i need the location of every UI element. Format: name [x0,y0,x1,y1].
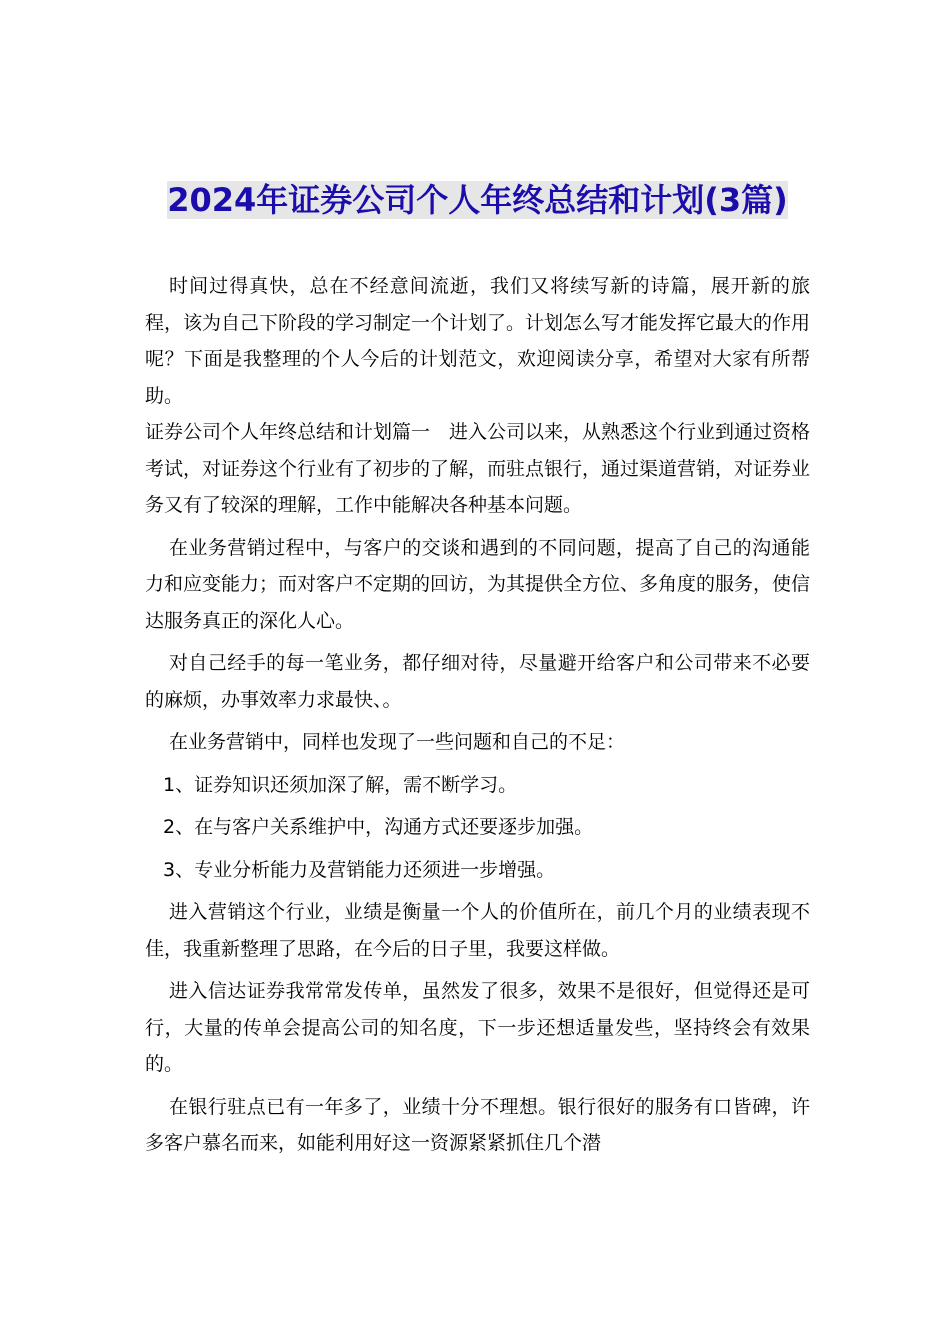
paragraph: 在业务营销中，同样也发现了一些问题和自己的不足： [169,731,626,753]
list-item: 3、专业分析能力及营销能力还须进一步增强。 [163,858,556,881]
list-item: 1、证券知识还须加深了解，需不断学习。 [163,773,518,796]
document-title-text: 2024年证券公司个人年终总结和计划(3篇) [167,181,788,219]
paragraph: 对自己经手的每一笔业务，都仔细对待，尽量避开给客户和公司带来不必要的麻烦，办事效率力求最快、。 [145,652,810,711]
paragraph-section-one: 证券公司个人年终总结和计划篇一 进入公司以来，从熟悉这个行业到通过资格考试，对证券这个行业有了初步的了解，而驻点银行，通过渠道营销，对证券业务又有了较深的理解，工作中能解决各种基本问题。 [145,421,811,516]
paragraph: 进入营销这个行业，业绩是衡量一个人的价值所在，前几个月的业绩表现不佳，我重新整理了思路，在今后的日子里，我要这样做。 [145,901,810,960]
paragraph: 在业务营销过程中，与客户的交谈和遇到的不同问题，提高了自己的沟通能力和应变能力；而对客户不定期的回访，为其提供全方位、多角度的服务，使信达服务真正的深化人心。 [145,536,811,632]
document-page [145,0,810,1162]
list-item: 2、在与客户关系维护中，沟通方式还要逐步加强。 [163,816,594,838]
document-title [145,0,810,224]
document-body [145,268,810,1162]
paragraph: 在银行驻点已有一年多了，业绩十分不理想。银行很好的服务有口皆碑，许多客户慕名而来，如能利用好这一资源紧紧抓住几个潜 [145,1095,810,1154]
paragraph-intro: 时间过得真快，总在不经意间流逝，我们又将续写新的诗篇，展开新的旅程，该为自己下阶段的学习制定一个计划了。计划怎么写才能发挥它最大的作用呢？下面是我整理的个人今后的计划范文，欢迎阅读分享，希望对大家有所帮助。 [145,275,811,407]
paragraph: 进入信达证券我常常发传单，虽然发了很多，效果不是很好，但觉得还是可行，大量的传单会提高公司的知名度，下一步还想适量发些，坚持终会有效果的。 [145,980,810,1075]
